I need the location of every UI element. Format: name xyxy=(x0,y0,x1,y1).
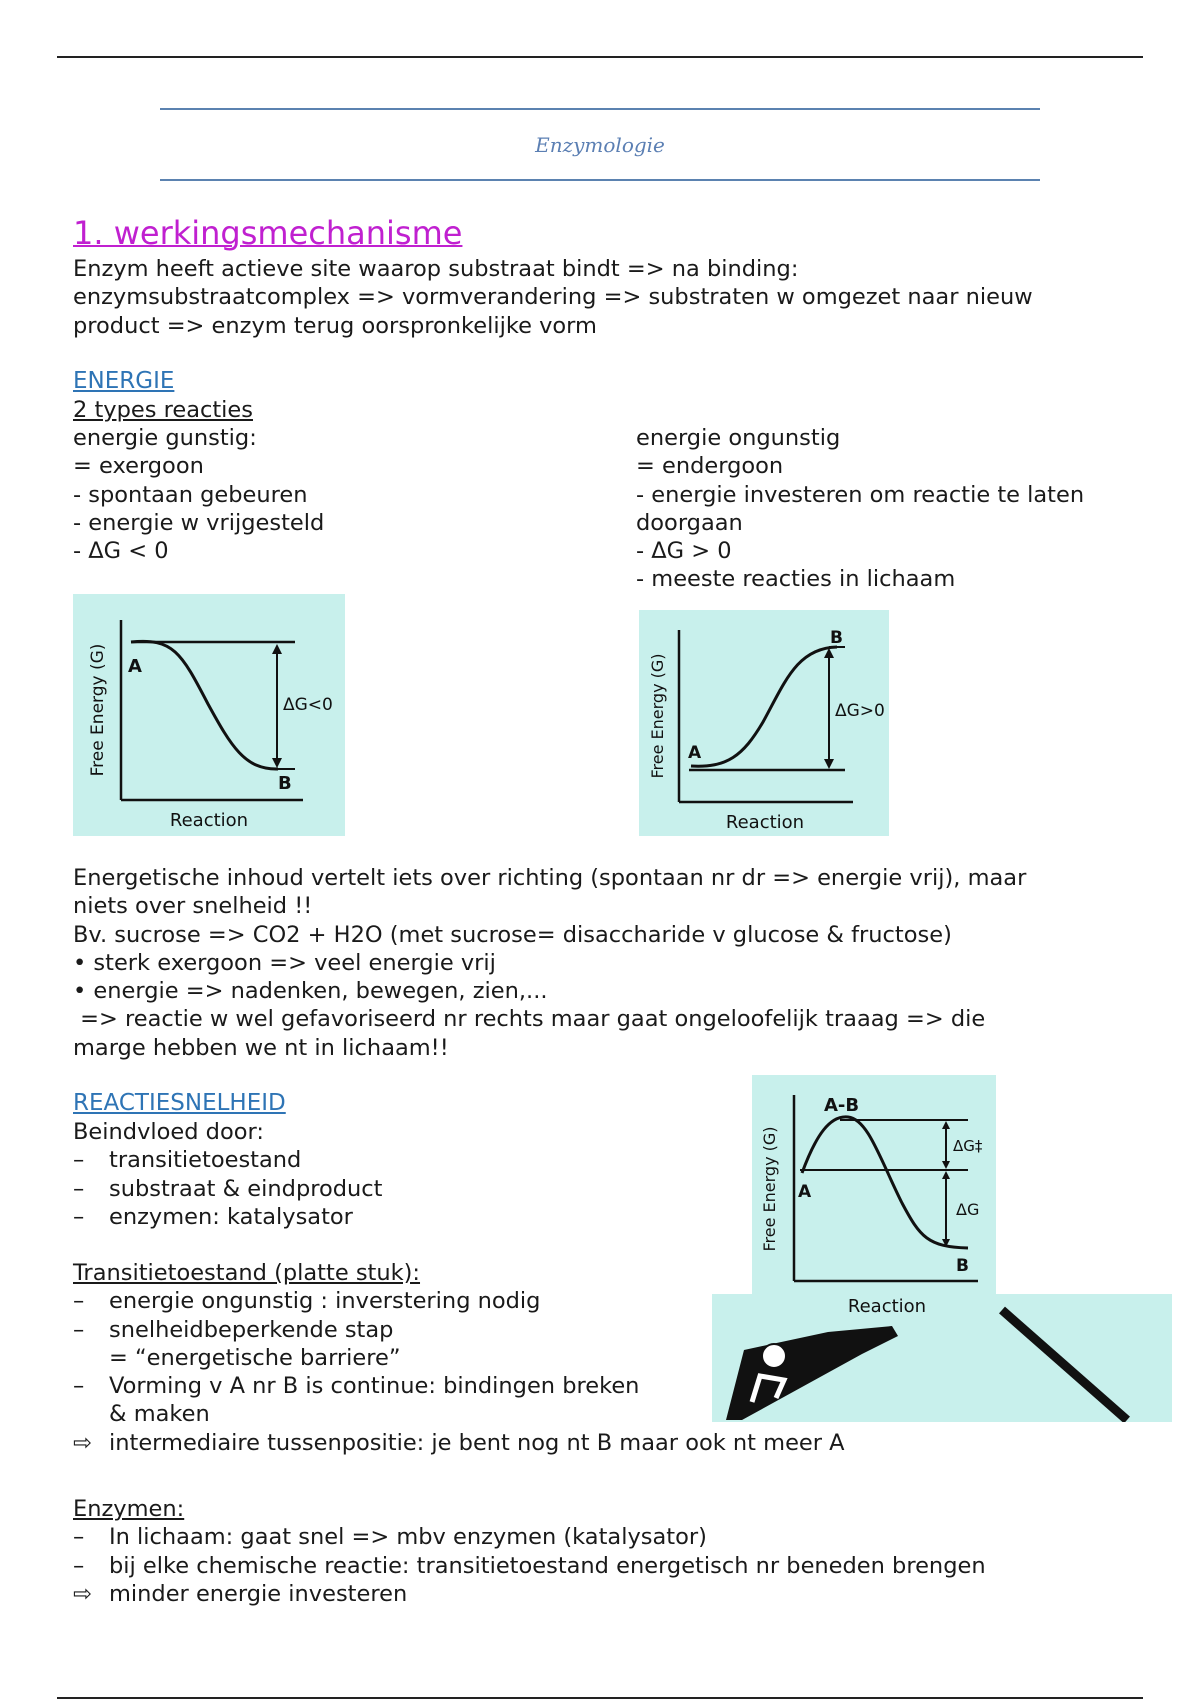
endergonic-line: doorgaan xyxy=(636,509,743,536)
header-bottom-rule xyxy=(160,179,1040,181)
delta-act-label: ΔG‡ xyxy=(953,1137,983,1155)
list-item: & maken xyxy=(109,1401,210,1428)
y-axis-label: Free Energy (G) xyxy=(88,643,108,777)
intro-line: enzymsubstraatcomplex => vormverandering => substraten w omgezet naar nieuw xyxy=(73,284,1033,311)
graph-background xyxy=(752,1075,996,1323)
delta-g-label: ΔG>0 xyxy=(835,701,885,721)
top-page-rule xyxy=(57,56,1143,58)
intro-line: product => enzym terug oorspronkelijke vorm xyxy=(73,312,597,339)
enzymen-heading: Enzymen: xyxy=(73,1496,185,1522)
point-a-label: A xyxy=(128,656,142,677)
list-item: – bij elke chemische reactie: transitietoestand energetisch nr beneden brengen xyxy=(73,1552,986,1579)
endergonic-line: - ΔG > 0 xyxy=(636,538,732,565)
list-item: – substraat & eindproduct xyxy=(73,1175,383,1202)
endergonic-list xyxy=(636,424,1084,594)
point-a-label: A xyxy=(798,1182,812,1202)
y-axis-label: Free Energy (G) xyxy=(760,1126,779,1252)
snelheid-list xyxy=(73,1118,382,1231)
peak-label: A-B xyxy=(824,1095,860,1116)
paragraph-line: marge hebben we nt in lichaam!! xyxy=(73,1034,449,1061)
reaction-types-subheading: 2 types reacties xyxy=(73,397,253,423)
exergonic-line: = exergoon xyxy=(73,453,204,480)
endergonic-line: = endergoon xyxy=(636,453,784,480)
energy-paragraph xyxy=(73,864,1026,1062)
y-axis-label: Free Energy (G) xyxy=(648,653,667,779)
point-a-label: A xyxy=(688,743,702,763)
point-b-label: B xyxy=(956,1256,969,1276)
paragraph-line: niets over snelheid !! xyxy=(73,893,313,920)
x-axis-label: Reaction xyxy=(725,812,805,833)
intro-paragraph xyxy=(73,255,1033,340)
paragraph-line: • energie => nadenken, bewegen, zien,... xyxy=(73,978,548,1005)
paragraph-line: => reactie w wel gefavoriseerd nr rechts maar gaat ongeloofelijk traaag => die xyxy=(73,1006,986,1033)
intro-line: Enzym heeft actieve site waarop substraat bindt => na binding: xyxy=(73,256,799,282)
section-heading: 1. werkingsmechanisme xyxy=(73,214,463,252)
exergonic-graph xyxy=(73,594,345,836)
point-b-label: B xyxy=(830,628,843,648)
header-top-rule xyxy=(160,108,1040,110)
endergonic-graph xyxy=(639,610,889,836)
point-b-label: B xyxy=(278,773,292,794)
paragraph-line: Energetische inhoud vertelt iets over richting (spontaan nr dr => energie vrij), maar xyxy=(73,865,1027,891)
list-item: – snelheidbeperkende stap xyxy=(73,1316,394,1343)
conclusion-item: ⇨ intermediaire tussenpositie: je bent nog nt B maar ook nt meer A xyxy=(73,1429,845,1456)
x-axis-label: Reaction xyxy=(169,810,249,831)
climber-head xyxy=(762,1344,786,1368)
list-item: – enzymen: katalysator xyxy=(73,1203,353,1230)
reactiesnelheid-heading: REACTIESNELHEID xyxy=(73,1090,286,1116)
paragraph-line: • sterk exergoon => veel energie vrij xyxy=(73,949,496,976)
conclusion-item: ⇨ minder energie investeren xyxy=(73,1580,408,1607)
exergonic-line: - spontaan gebeuren xyxy=(73,481,308,508)
list-item: = “energetische barriere” xyxy=(109,1344,401,1371)
list-item: – energie ongunstig : inverstering nodig xyxy=(73,1288,541,1315)
delta-g-label: ΔG<0 xyxy=(283,695,333,715)
transitie-heading: Transitietoestand (platte stuk): xyxy=(73,1260,421,1286)
transition-graph xyxy=(752,1075,996,1323)
bottom-page-rule xyxy=(57,1697,1143,1699)
enzymen-list xyxy=(73,1495,986,1608)
endergonic-line: energie ongunstig xyxy=(636,425,841,451)
exergonic-line: energie gunstig: xyxy=(73,425,257,451)
endergonic-line: - energie investeren om reactie te laten xyxy=(636,481,1085,508)
exergonic-line: - ΔG < 0 xyxy=(73,538,169,565)
list-item: – transitietoestand xyxy=(73,1147,302,1174)
energie-heading: ENERGIE xyxy=(73,368,175,394)
delta-g-label: ΔG xyxy=(956,1200,980,1219)
paragraph-line: Bv. sucrose => CO2 + H2O (met sucrose= disaccharide v glucose & fructose) xyxy=(73,921,952,948)
list-item: – In lichaam: gaat snel => mbv enzymen (katalysator) xyxy=(73,1524,707,1551)
snelheid-intro: Beindvloed door: xyxy=(73,1119,264,1145)
endergonic-line: - meeste reacties in lichaam xyxy=(636,566,956,593)
exergonic-line: - energie w vrijgesteld xyxy=(73,509,325,536)
list-item: – Vorming v A nr B is continue: bindingen breken xyxy=(73,1373,640,1400)
exergonic-list xyxy=(73,424,324,565)
x-axis-label: Reaction xyxy=(847,1296,927,1317)
header-title: Enzymologie xyxy=(535,133,665,157)
